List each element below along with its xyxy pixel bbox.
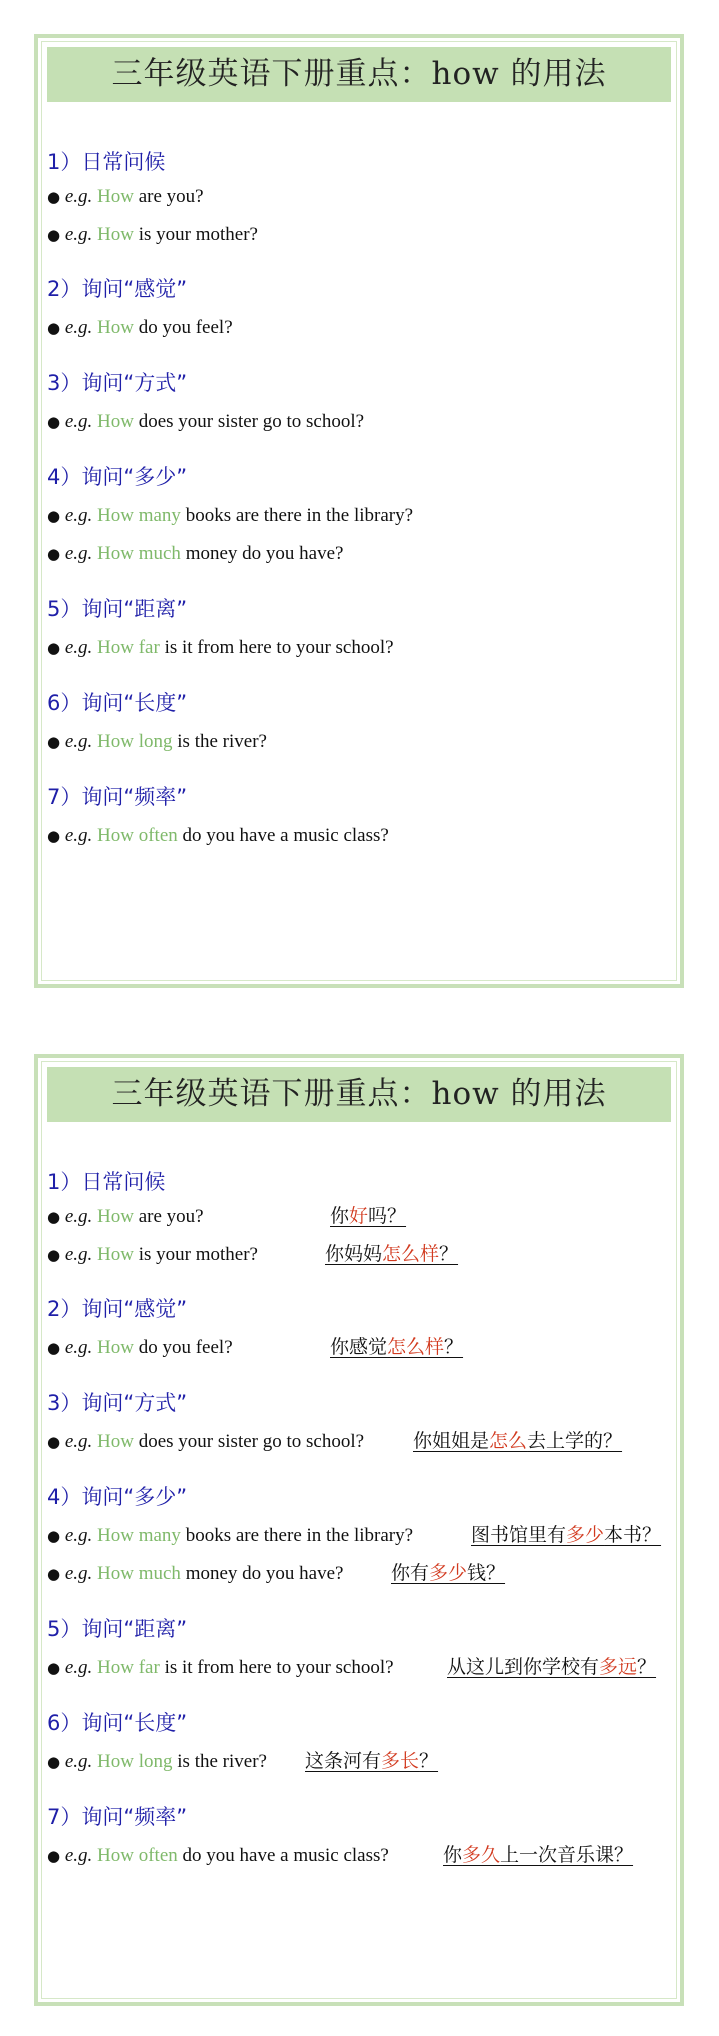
eg-label: e.g. <box>64 186 93 207</box>
sentence-rest: is your mother? <box>133 224 258 245</box>
section-heading: 2）询问“感觉” <box>47 1297 188 1321</box>
translation-highlight: 多远 <box>599 1656 638 1678</box>
bullet: ● <box>47 1527 61 1545</box>
translation-text: 你感觉 <box>330 1336 388 1358</box>
bullet: ● <box>47 413 61 431</box>
sentence-rest: do you feel? <box>133 1337 233 1358</box>
translation <box>391 1564 505 1583</box>
translation-text: ？ <box>637 1656 657 1678</box>
page-title: 三年级英语下册重点：how 的用法 <box>47 47 671 102</box>
translation-text: ？ <box>444 1336 464 1358</box>
how-keyword: How often <box>97 1845 178 1866</box>
eg-label: e.g. <box>64 1563 93 1584</box>
how-keyword: How many <box>97 1525 181 1546</box>
translation-highlight: 多少 <box>429 1562 468 1584</box>
how-keyword: How often <box>97 825 178 846</box>
example-sentence <box>47 1432 364 1451</box>
translation-highlight: 多久 <box>462 1844 501 1866</box>
eg-label: e.g. <box>64 1657 93 1678</box>
bullet: ● <box>47 1339 61 1357</box>
section-heading: 4）询问“多少” <box>47 1485 188 1509</box>
translation-highlight: 怎么样 <box>382 1243 440 1265</box>
sentence-rest: do you feel? <box>133 317 233 338</box>
translation-text: 这条河有 <box>305 1750 382 1772</box>
how-keyword: How <box>97 186 134 207</box>
worksheet-page-answers <box>34 1054 684 2006</box>
bullet: ● <box>47 1433 61 1451</box>
translation <box>305 1752 438 1771</box>
section-heading: 6）询问“长度” <box>47 691 188 715</box>
translation <box>330 1338 463 1357</box>
eg-label: e.g. <box>64 411 93 432</box>
sentence-rest: money do you have? <box>180 1563 344 1584</box>
sentence-rest: do you have a music class? <box>177 1845 389 1866</box>
bullet: ● <box>47 1659 61 1677</box>
sentence-rest: is the river? <box>172 731 267 752</box>
example-sentence <box>47 1564 343 1583</box>
eg-label: e.g. <box>64 1525 93 1546</box>
eg-label: e.g. <box>64 1337 93 1358</box>
section-heading: 4）询问“多少” <box>47 465 188 489</box>
worksheet-page-questions <box>34 34 684 988</box>
example-sentence <box>47 187 204 206</box>
bullet: ● <box>47 639 61 657</box>
translation-highlight: 多长 <box>381 1750 420 1772</box>
bullet: ● <box>47 1847 61 1865</box>
bullet: ● <box>47 1753 61 1771</box>
translation <box>325 1245 458 1264</box>
section-heading: 3）询问“方式” <box>47 1391 188 1415</box>
translation <box>471 1526 661 1545</box>
bullet: ● <box>47 226 61 244</box>
example-sentence <box>47 1526 413 1545</box>
example-sentence <box>47 506 413 525</box>
how-keyword: How much <box>97 543 181 564</box>
example-sentence <box>47 1245 258 1264</box>
bullet: ● <box>47 507 61 525</box>
how-keyword: How <box>97 1337 134 1358</box>
how-keyword: How many <box>97 505 181 526</box>
bullet: ● <box>47 1565 61 1583</box>
eg-label: e.g. <box>64 637 93 658</box>
how-keyword: How much <box>97 1563 181 1584</box>
example-sentence <box>47 225 258 244</box>
eg-label: e.g. <box>64 543 93 564</box>
section-heading: 2）询问“感觉” <box>47 277 188 301</box>
example-sentence <box>47 826 389 845</box>
translation-text: 吗？ <box>368 1205 407 1227</box>
page-title: 三年级英语下册重点：how 的用法 <box>47 1067 671 1122</box>
translation-highlight: 怎么 <box>489 1430 528 1452</box>
sentence-rest: is the river? <box>172 1751 267 1772</box>
example-sentence <box>47 1752 267 1771</box>
section-heading: 5）询问“距离” <box>47 597 188 621</box>
translation-text: ？ <box>419 1750 439 1772</box>
section-heading: 1）日常问候 <box>47 150 166 174</box>
how-keyword: How <box>97 224 134 245</box>
example-sentence <box>47 1658 394 1677</box>
how-keyword: How <box>97 1244 134 1265</box>
section-heading: 1）日常问候 <box>47 1170 166 1194</box>
example-sentence <box>47 1338 233 1357</box>
bullet: ● <box>47 319 61 337</box>
sentence-rest: is your mother? <box>133 1244 258 1265</box>
section-heading: 6）询问“长度” <box>47 1711 188 1735</box>
bullet: ● <box>47 545 61 563</box>
translation-highlight: 好 <box>349 1205 369 1227</box>
eg-label: e.g. <box>64 1244 93 1265</box>
example-sentence <box>47 1207 204 1226</box>
translation-text: ？ <box>439 1243 459 1265</box>
bullet: ● <box>47 188 61 206</box>
translation-highlight: 多少 <box>566 1524 605 1546</box>
how-keyword: How long <box>97 731 173 752</box>
translation-text: 你 <box>443 1844 463 1866</box>
sentence-rest: books are there in the library? <box>180 505 414 526</box>
section-heading: 7）询问“频率” <box>47 1805 188 1829</box>
translation-text: 你 <box>330 1205 350 1227</box>
bullet: ● <box>47 733 61 751</box>
eg-label: e.g. <box>64 1431 93 1452</box>
example-sentence <box>47 1846 389 1865</box>
bullet: ● <box>47 1208 61 1226</box>
section-heading: 7）询问“频率” <box>47 785 188 809</box>
eg-label: e.g. <box>64 731 93 752</box>
section-heading: 5）询问“距离” <box>47 1617 188 1641</box>
how-keyword: How <box>97 317 134 338</box>
example-sentence <box>47 412 364 431</box>
sentence-rest: is it from here to your school? <box>159 1657 394 1678</box>
how-keyword: How <box>97 1206 134 1227</box>
sentence-rest: do you have a music class? <box>177 825 389 846</box>
sentence-rest: books are there in the library? <box>180 1525 414 1546</box>
translation-text: 上一次音乐课？ <box>500 1844 634 1866</box>
example-sentence <box>47 544 343 563</box>
eg-label: e.g. <box>64 1751 93 1772</box>
eg-label: e.g. <box>64 1206 93 1227</box>
translation-text: 去上学的？ <box>527 1430 623 1452</box>
translation-text: 图书馆里有 <box>471 1524 567 1546</box>
eg-label: e.g. <box>64 825 93 846</box>
eg-label: e.g. <box>64 1845 93 1866</box>
how-keyword: How <box>97 411 134 432</box>
eg-label: e.g. <box>64 505 93 526</box>
translation <box>330 1207 406 1226</box>
sentence-rest: are you? <box>133 1206 204 1227</box>
example-sentence <box>47 638 394 657</box>
sentence-rest: does your sister go to school? <box>133 1431 365 1452</box>
translation-highlight: 怎么样 <box>387 1336 445 1358</box>
sentence-rest: is it from here to your school? <box>159 637 394 658</box>
section-heading: 3）询问“方式” <box>47 371 188 395</box>
how-keyword: How far <box>97 637 160 658</box>
translation-text: 本书？ <box>604 1524 662 1546</box>
eg-label: e.g. <box>64 224 93 245</box>
translation-text: 你妈妈 <box>325 1243 383 1265</box>
translation-text: 你姐姐是 <box>413 1430 490 1452</box>
translation <box>443 1846 633 1865</box>
example-sentence <box>47 732 267 751</box>
bullet: ● <box>47 827 61 845</box>
example-sentence <box>47 318 233 337</box>
sentence-rest: does your sister go to school? <box>133 411 365 432</box>
translation <box>447 1658 656 1677</box>
how-keyword: How <box>97 1431 134 1452</box>
how-keyword: How far <box>97 1657 160 1678</box>
how-keyword: How long <box>97 1751 173 1772</box>
sentence-rest: money do you have? <box>180 543 344 564</box>
sentence-rest: are you? <box>133 186 204 207</box>
translation-text: 钱？ <box>467 1562 506 1584</box>
eg-label: e.g. <box>64 317 93 338</box>
translation <box>413 1432 622 1451</box>
bullet: ● <box>47 1246 61 1264</box>
translation-text: 从这儿到你学校有 <box>447 1656 600 1678</box>
translation-text: 你有 <box>391 1562 430 1584</box>
